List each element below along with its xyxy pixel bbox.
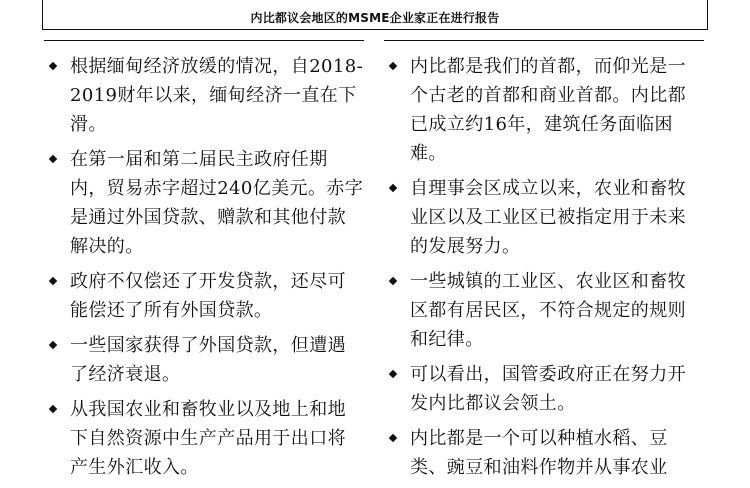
bullet-diamond-icon xyxy=(49,405,57,413)
bullet-text: 政府不仅偿还了开发贷款，还尽可能偿还了所有外国贷款。 xyxy=(70,271,346,321)
right-bullet-list xyxy=(384,52,704,482)
bullet-text: 根据缅甸经济放缓的情况，自2018-2019财年以来，缅甸经济一直在下滑。 xyxy=(70,56,364,135)
bullet-item xyxy=(44,52,364,139)
bullet-text: 内比都是我们的首都，而仰光是一个古老的首都和商业首都。内比都已成立约16年，建筑任务面临困难。 xyxy=(410,56,686,164)
bullet-diamond-icon xyxy=(49,155,57,163)
bullet-diamond-icon xyxy=(49,341,57,349)
left-bullet-list xyxy=(44,52,364,482)
bullet-item xyxy=(384,52,704,168)
bullet-diamond-icon xyxy=(389,184,397,192)
bullet-diamond-icon xyxy=(389,370,397,378)
right-column xyxy=(384,40,704,488)
bullet-item xyxy=(44,145,364,261)
bullet-text: 在第一届和第二届民主政府任期内，贸易赤字超过240亿美元。赤字是通过外国贷款、赠款和其他付款解决的。 xyxy=(70,149,364,257)
article-title: 内比都议会地区的MSME企业家正在进行报告 xyxy=(250,11,500,25)
bullet-diamond-icon xyxy=(49,62,57,70)
bullet-diamond-icon xyxy=(49,277,57,285)
bullet-text: 从我国农业和畜牧业以及地上和地下自然资源中生产产品用于出口将产生外汇收入。 xyxy=(70,399,346,478)
bullet-text: 一些国家获得了外国贷款，但遭遇了经济衰退。 xyxy=(70,335,346,385)
bullet-item xyxy=(44,395,364,482)
bullet-text: 一些城镇的工业区、农业区和畜牧区都有居民区，不符合规定的规则和纪律。 xyxy=(410,271,686,350)
bullet-diamond-icon xyxy=(389,434,397,442)
article-title-box xyxy=(42,0,708,30)
bullet-item xyxy=(384,267,704,354)
bullet-diamond-icon xyxy=(389,277,397,285)
bullet-text: 自理事会区成立以来，农业和畜牧业区以及工业区已被指定用于未来的发展努力。 xyxy=(410,178,686,257)
bullet-item xyxy=(384,174,704,261)
bullet-item xyxy=(384,360,704,418)
left-column xyxy=(44,40,364,488)
bullet-item xyxy=(384,424,704,482)
bullet-text: 内比都是一个可以种植水稻、豆类、豌豆和油料作物并从事农业 xyxy=(410,428,668,478)
bullet-diamond-icon xyxy=(389,62,397,70)
bullet-text: 可以看出，国管委政府正在努力开发内比都议会领土。 xyxy=(410,364,686,414)
bullet-item xyxy=(44,331,364,389)
bullet-item xyxy=(44,267,364,325)
